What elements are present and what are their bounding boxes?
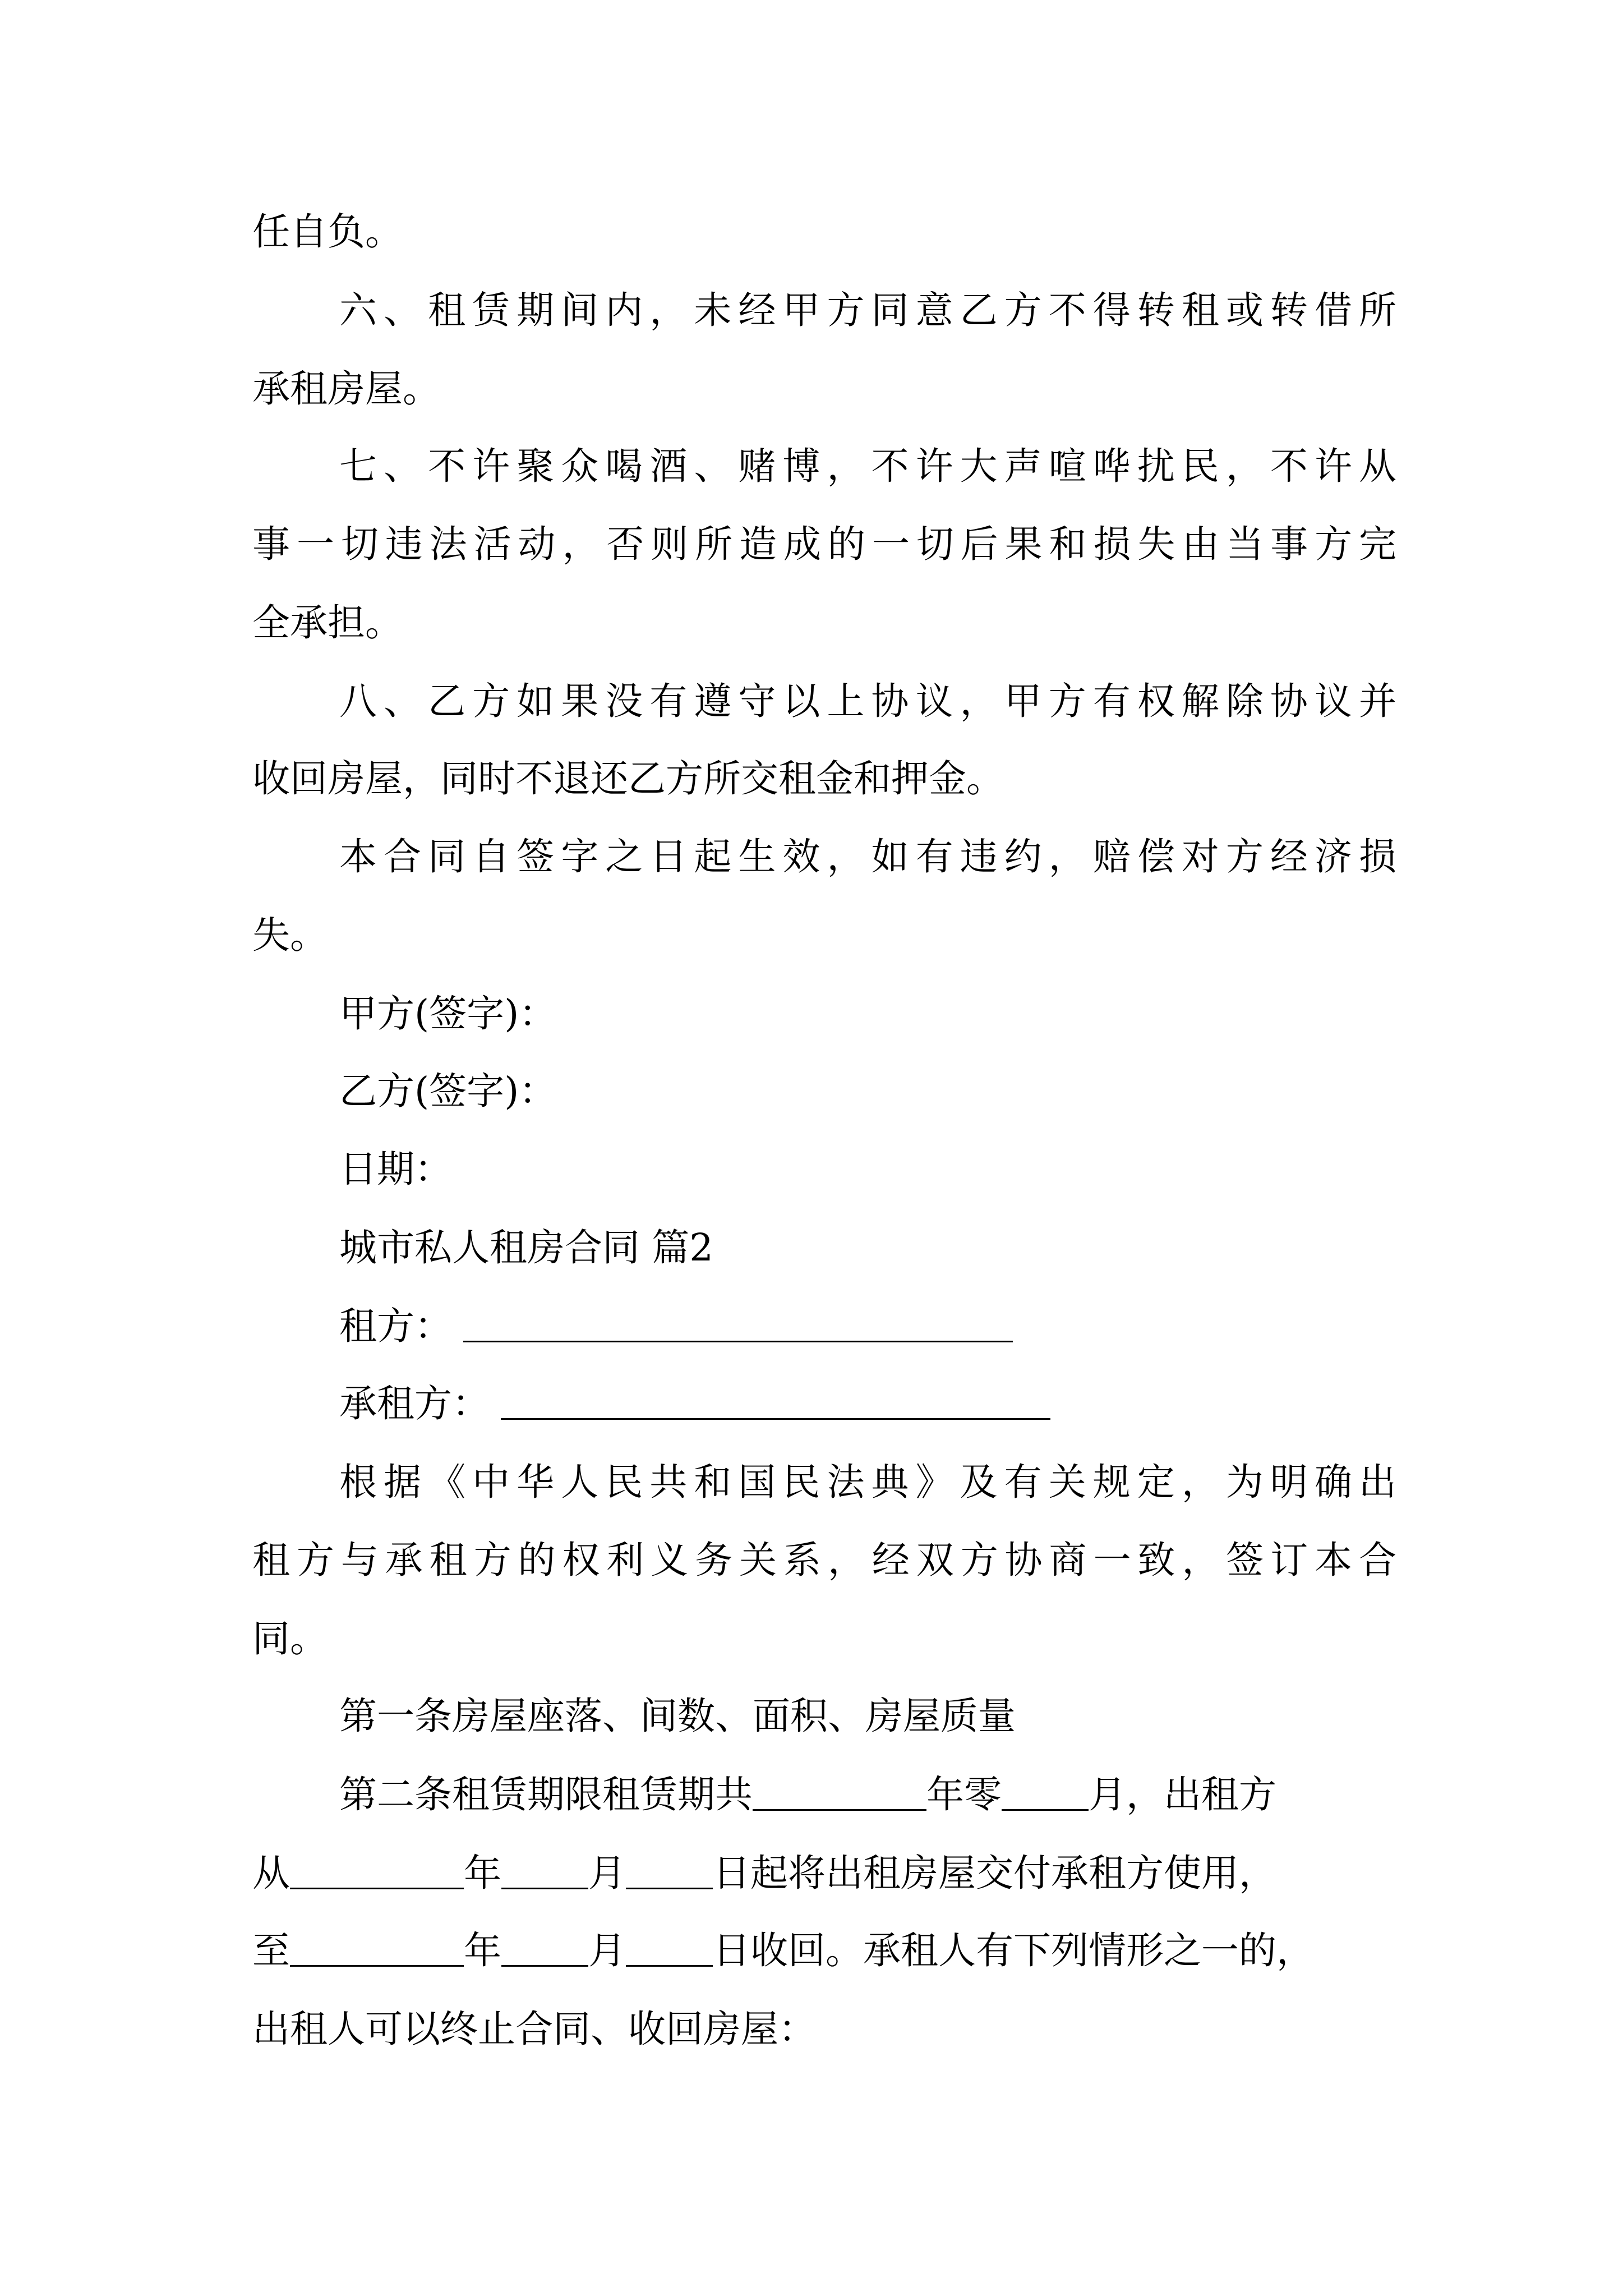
start-month-blank xyxy=(501,1854,588,1889)
date-text: 从 xyxy=(252,1851,290,1895)
lease-term-text: 月，出租方 xyxy=(1089,1773,1276,1816)
date-text: 至 xyxy=(252,1929,290,1972)
lessor-label: 租方： xyxy=(339,1304,452,1348)
end-day-blank xyxy=(626,1931,713,1967)
paragraph-line: 本合同自签字之日起生效，如有违约，赔偿对方经济损 xyxy=(339,835,1396,878)
party-a-signature-label: 甲方(签字)： xyxy=(339,992,557,1036)
paragraph-line: 事一切违法活动，否则所造成的一切后果和损失由当事方完 xyxy=(252,522,1396,566)
lessor-field xyxy=(339,1301,1013,1351)
paragraph-line: 七、不许聚众喝酒、赌博，不许大声喧哗扰民，不许从 xyxy=(339,444,1396,488)
start-year-blank xyxy=(290,1854,464,1889)
lessee-label: 承租方： xyxy=(339,1382,490,1425)
paragraph-line: 八、乙方如果没有遵守以上协议，甲方有权解除协议并 xyxy=(339,679,1396,723)
date-label: 日期： xyxy=(339,1147,452,1191)
years-blank xyxy=(753,1775,926,1811)
lessee-field xyxy=(339,1378,1050,1429)
date-text: 年 xyxy=(464,1929,501,1972)
end-date-line xyxy=(252,1925,1314,1976)
paragraph-line: 任自负。 xyxy=(252,210,403,254)
date-text: 月 xyxy=(588,1929,626,1972)
paragraph-line: 收回房屋，同时不退还乙方所交租金和押金。 xyxy=(252,757,1004,800)
lease-term-line xyxy=(339,1769,1276,1820)
paragraph-line: 根据《中华人民共和国民法典》及有关规定，为明确出 xyxy=(339,1460,1396,1504)
lessor-blank xyxy=(463,1307,1013,1342)
paragraph-line: 同。 xyxy=(252,1617,328,1660)
paragraph-line: 六、租赁期间内，未经甲方同意乙方不得转租或转借所 xyxy=(339,288,1396,332)
lease-term-text: 年零 xyxy=(926,1773,1002,1816)
paragraph-line: 失。 xyxy=(252,913,328,957)
start-day-blank xyxy=(626,1854,713,1889)
paragraph-line: 全承担。 xyxy=(252,601,403,645)
end-month-blank xyxy=(501,1931,588,1967)
lease-term-text: 第二条租赁期限租赁期共 xyxy=(339,1773,753,1816)
party-b-signature-label: 乙方(签字)： xyxy=(339,1069,557,1113)
article-one: 第一条房屋座落、间数、面积、房屋质量 xyxy=(339,1694,1016,1738)
section-heading: 城市私人租房合同 篇2 xyxy=(339,1226,713,1269)
date-text: 年 xyxy=(464,1851,501,1895)
paragraph-line: 租方与承租方的权利义务关系，经双方协商一致，签订本合 xyxy=(252,1538,1396,1582)
paragraph-line: 出租人可以终止合同、收回房屋： xyxy=(252,2007,816,2051)
date-text: 月 xyxy=(588,1851,626,1895)
date-text: 日起将出租房屋交付承租方使用， xyxy=(713,1851,1276,1895)
paragraph-line: 承租房屋。 xyxy=(252,367,440,411)
end-year-blank xyxy=(290,1931,464,1967)
start-date-line xyxy=(252,1848,1276,1898)
date-text: 日收回。承租人有下列情形之一的， xyxy=(713,1929,1314,1972)
months-blank xyxy=(1002,1775,1089,1811)
lessee-blank xyxy=(501,1384,1050,1420)
